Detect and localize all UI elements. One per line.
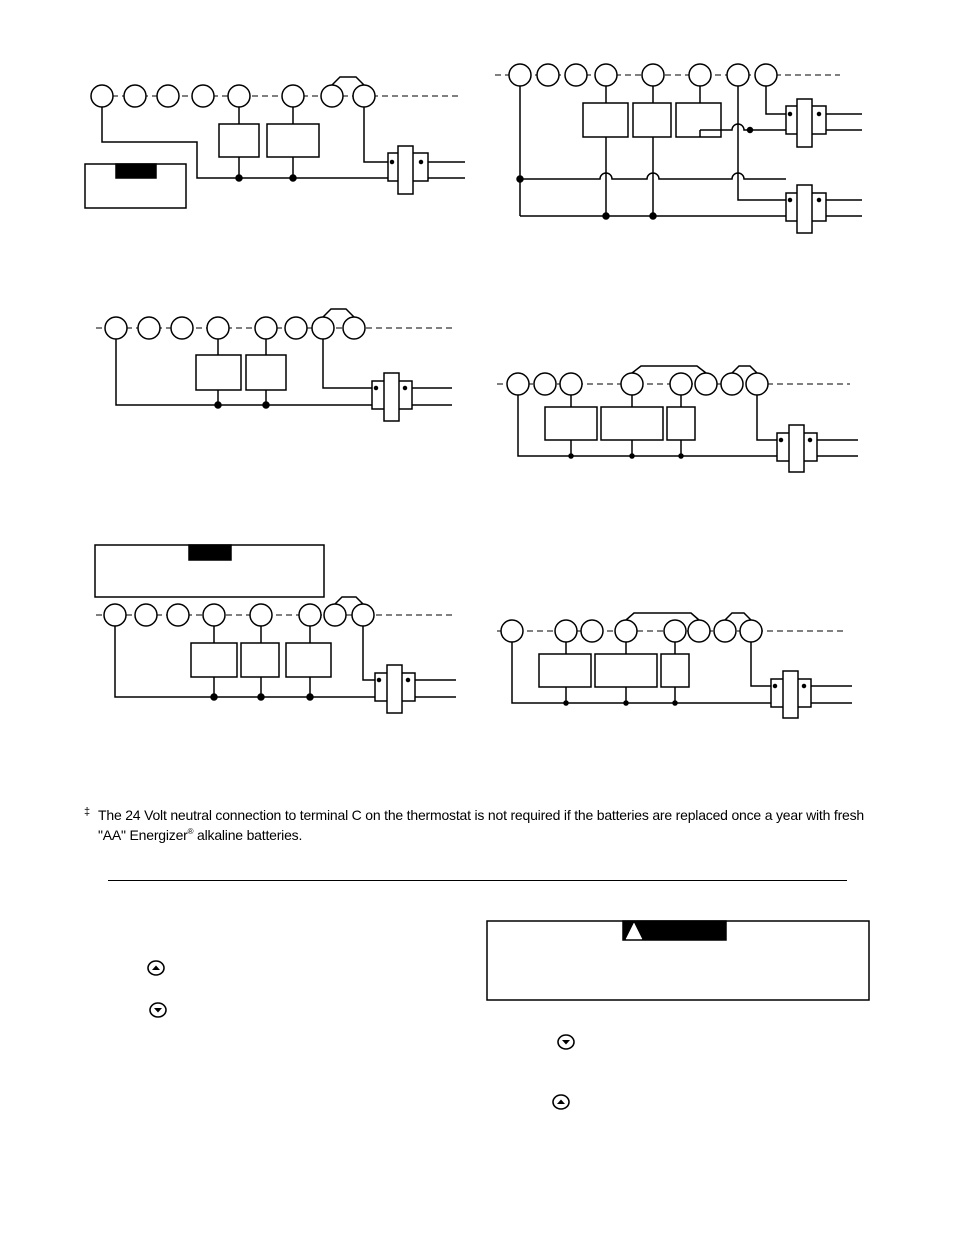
wiring-diagram-6 xyxy=(497,613,852,718)
wiring-diagram-4 xyxy=(497,366,858,472)
footnote xyxy=(84,805,884,845)
wiring-diagram-1 xyxy=(85,77,465,208)
wiring-diagram-2 xyxy=(495,64,862,233)
down-arrow-button-icon[interactable] xyxy=(149,1002,167,1018)
warning-box xyxy=(487,921,869,1000)
up-arrow-button-icon[interactable] xyxy=(552,1094,570,1110)
wiring-diagram-3 xyxy=(96,309,452,421)
down-arrow-button-icon[interactable] xyxy=(557,1034,575,1050)
section-divider xyxy=(108,880,847,881)
footnote-text: The 24 Volt neutral connection to terminal C on the thermostat is not required if the batteries are replaced once a year with fresh "AA" Energizer® alkaline batteries. xyxy=(98,807,865,843)
registered-mark: ® xyxy=(187,827,194,836)
wiring-diagram-5 xyxy=(95,545,456,713)
up-arrow-button-icon[interactable] xyxy=(147,960,165,976)
footnote-mark: ‡ xyxy=(84,806,90,818)
